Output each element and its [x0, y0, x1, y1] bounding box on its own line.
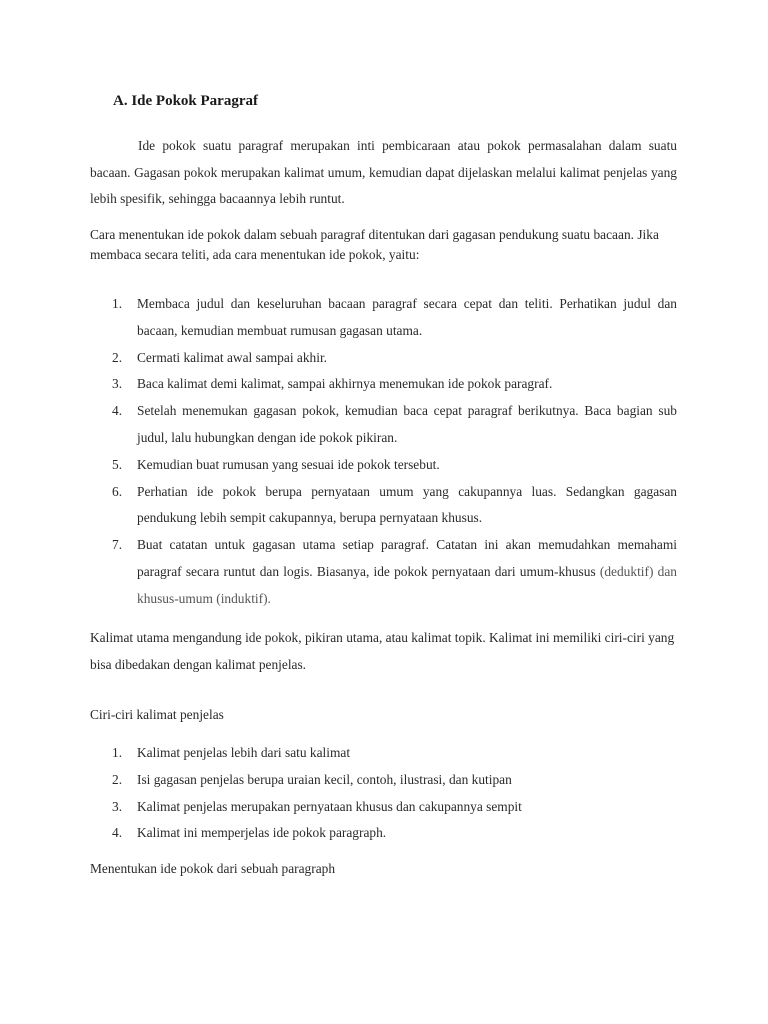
list-item-text: Buat catatan untuk gagasan utama setiap paragraf. Catatan ini akan memudahkan memahami paragraf secara runtut dan logis. Biasanya, ide pokok pernyataan dari umum-khusus [137, 537, 677, 579]
list-item-text: Kemudian buat rumusan yang sesuai ide pokok tersebut. [137, 456, 440, 472]
list-item-text: Setelah menemukan gagasan pokok, kemudian baca cepat paragraf berikutnya. Baca bagian sub judul, lalu hubungkan dengan ide pokok pikiran. [137, 403, 677, 445]
list-item-text: Membaca judul dan keseluruhan bacaan paragraf secara cepat dan teliti. Perhatikan judul dan bacaan, kemudian membuat rumusan gagasan utama. [137, 296, 677, 338]
list-number: 2. [112, 771, 123, 787]
steps-list [90, 291, 677, 613]
subheading-features: Ciri-ciri kalimat penjelas [90, 707, 224, 722]
list-number: 1. [112, 745, 123, 760]
list-item [90, 452, 677, 479]
list-item-muted-text: (deduktif) dan khusus-umum (induktif). [137, 563, 677, 606]
list-item [90, 820, 677, 847]
closing-line: Menentukan ide pokok dari sebuah paragraph [90, 861, 336, 876]
list-number: 1. [112, 296, 123, 311]
list-number: 3. [112, 798, 123, 814]
list-item [90, 479, 677, 533]
list-item [90, 345, 677, 372]
list-item [90, 767, 677, 794]
list-number: 6. [112, 483, 123, 499]
list-item [90, 371, 677, 398]
list-item-text: Cermati kalimat awal sampai akhir. [137, 349, 328, 365]
list-item [90, 794, 677, 821]
list-number: 3. [112, 376, 123, 392]
list-number: 7. [112, 537, 123, 553]
list-item-text: Kalimat penjelas lebih dari satu kalimat [137, 745, 351, 760]
list-item-text: Perhatian ide pokok berupa pernyataan umum yang cakupannya luas. Sedangkan gagasan pendukung lebih sempit cakupannya, berupa pernyataan khusus. [137, 483, 677, 526]
list-item-text: Kalimat penjelas merupakan pernyataan khusus dan cakupannya sempit [137, 798, 522, 814]
list-item-text: Baca kalimat demi kalimat, sampai akhirnya menemukan ide pokok paragraf. [137, 376, 553, 392]
list-number: 4. [112, 825, 123, 841]
list-item-text: Isi gagasan penjelas berupa uraian kecil, contoh, ilustrasi, dan kutipan [137, 771, 512, 787]
list-item [90, 291, 677, 345]
list-item [90, 532, 677, 612]
list-number: 2. [112, 349, 123, 365]
list-number: 5. [112, 456, 123, 472]
features-list [90, 740, 677, 847]
paragraph-main-sentence: Kalimat utama mengandung ide pokok, pikiran utama, atau kalimat topik. Kalimat ini memiliki ciri-ciri yang bisa dibedakan dengan kalimat penjelas. [90, 630, 675, 672]
list-item [90, 398, 677, 452]
list-item [90, 740, 677, 767]
list-item-text-group [137, 532, 677, 612]
paragraph-method-intro: Cara menentukan ide pokok dalam sebuah paragraf ditentukan dari gagasan pendukung suatu bacaan. Jika membaca secara teliti, ada cara menentukan ide pokok, yaitu: [90, 227, 659, 262]
section-heading: A. Ide Pokok Paragraf [113, 93, 258, 109]
list-item-text: Kalimat ini memperjelas ide pokok paragraph. [137, 825, 387, 841]
list-number: 4. [112, 403, 123, 419]
paragraph-definition: Ide pokok suatu paragraf merupakan inti pembicaraan atau pokok permasalahan dalam suatu bacaan. Gagasan pokok merupakan kalimat umum, kemudian dapat dijelaskan melalui kalimat penjelas yang lebih spesifik, sehingga bacaannya lebih runtut. [90, 138, 677, 206]
